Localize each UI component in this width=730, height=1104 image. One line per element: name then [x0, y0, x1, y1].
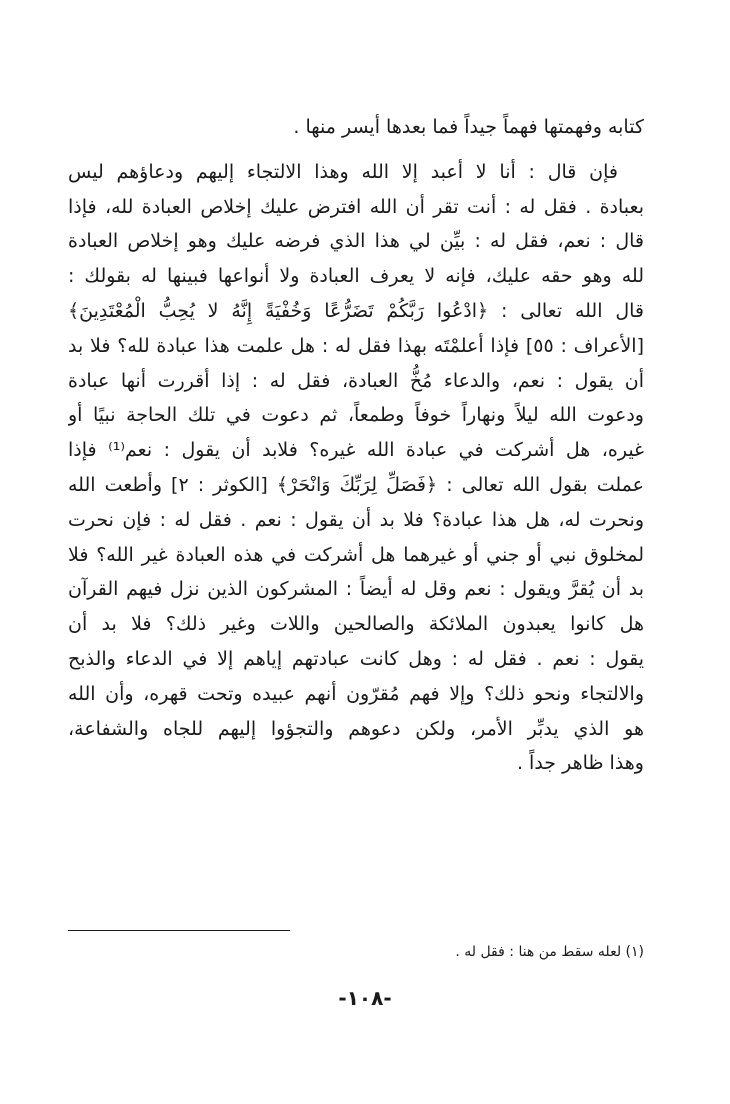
text-line-3: بعبادة . فقل له : أنت تقر أن الله افترض عليك إخلاص العبادة لله، فإذا — [68, 195, 644, 218]
page-number: -١٠٨- — [338, 986, 392, 1010]
text-line-11: عملت بقول الله تعالى : ﴿فَصَلِّ لِرَبِّكَ وَانْحَرْ﴾ [الكوثر : ٢] وأطعت الله — [68, 473, 644, 496]
text-line-9: ودعوت الله ليلاً ونهاراً خوفاً وطمعاً، ثم دعوت في تلك الحاجة نبيًا أو — [68, 404, 644, 427]
text-line-17: والالتجاء ونحو ذلك؟ وإلا فهم مُقرّون أنهم عبيده وتحت قهره، وأن الله — [68, 682, 644, 705]
text-line-12: ونحرت له، هل هذا عبادة؟ فلا بد أن يقول : نعم . فقل له : فإن نحرت — [68, 508, 644, 531]
text-line-8: أن يقول : نعم، والدعاء مُخُّ العبادة، فقل له : إذا أقررت أنها عبادة — [68, 369, 644, 392]
text-line-7: [الأعراف : ٥٥] فإذا أعلمْتَه بهذا فقل له : هل علمت هذا عبادة لله؟ فلا بد — [68, 334, 644, 357]
text-line-2: فإن قال : أنا لا أعبد إلا الله وهذا الالتجاء إليهم ودعاؤهم ليس — [68, 160, 618, 183]
text-line-15: هل كانوا يعبدون الملائكة والصالحين واللات وغير ذلك؟ فلا بد أن — [68, 613, 644, 636]
text-line-10: غيره، هل أشركت في عبادة الله غيره؟ فلابد أن يقول : نعم⁽¹⁾ فإذا — [68, 439, 644, 462]
text-line-14: بد أن يُقرَّ ويقول : نعم وقل له أيضاً : المشركون الذين نزل فيهم القرآن — [68, 578, 644, 601]
text-line-1: كتابه وفهمتها فهماً جيداً فما بعدها أيسر منها . — [293, 116, 644, 138]
text-line-5: لله وهو حقه عليك، فإنه لا يعرف العبادة ولا أنواعها فبينها له بقولك : — [68, 265, 644, 288]
text-line-18: هو الذي يدبِّر الأمر، ولكن دعوهم والتجؤوا إليهم للجاه والشفاعة، — [68, 717, 644, 740]
footnote: (١) لعله سقط من هنا : فقل له . — [455, 944, 644, 960]
text-line-19: وهذا ظاهر جداً . — [516, 752, 644, 775]
text-line-16: يقول : نعم . فقل له : وهل كانت عبادتهم إياهم إلا في الدعاء والذبح — [68, 647, 644, 670]
footnote-divider — [68, 930, 290, 931]
main-text — [68, 110, 644, 781]
text-line-13: لمخلوق نبي أو جني أو غيرهما هل أشركت في هذه العبادة غير الله؟ فلا — [68, 543, 644, 566]
text-line-4: قال : نعم، فقل له : بيِّن لي هذا الذي فرضه عليك وهو إخلاص العبادة — [68, 230, 644, 253]
text-line-6: قال الله تعالى : ﴿ادْعُوا رَبَّكُمْ تَضَرُّعًا وَخُفْيَةً إِنَّهُ لا يُحِبُّ الْمُعْتَدِينَ﴾ — [68, 299, 644, 322]
